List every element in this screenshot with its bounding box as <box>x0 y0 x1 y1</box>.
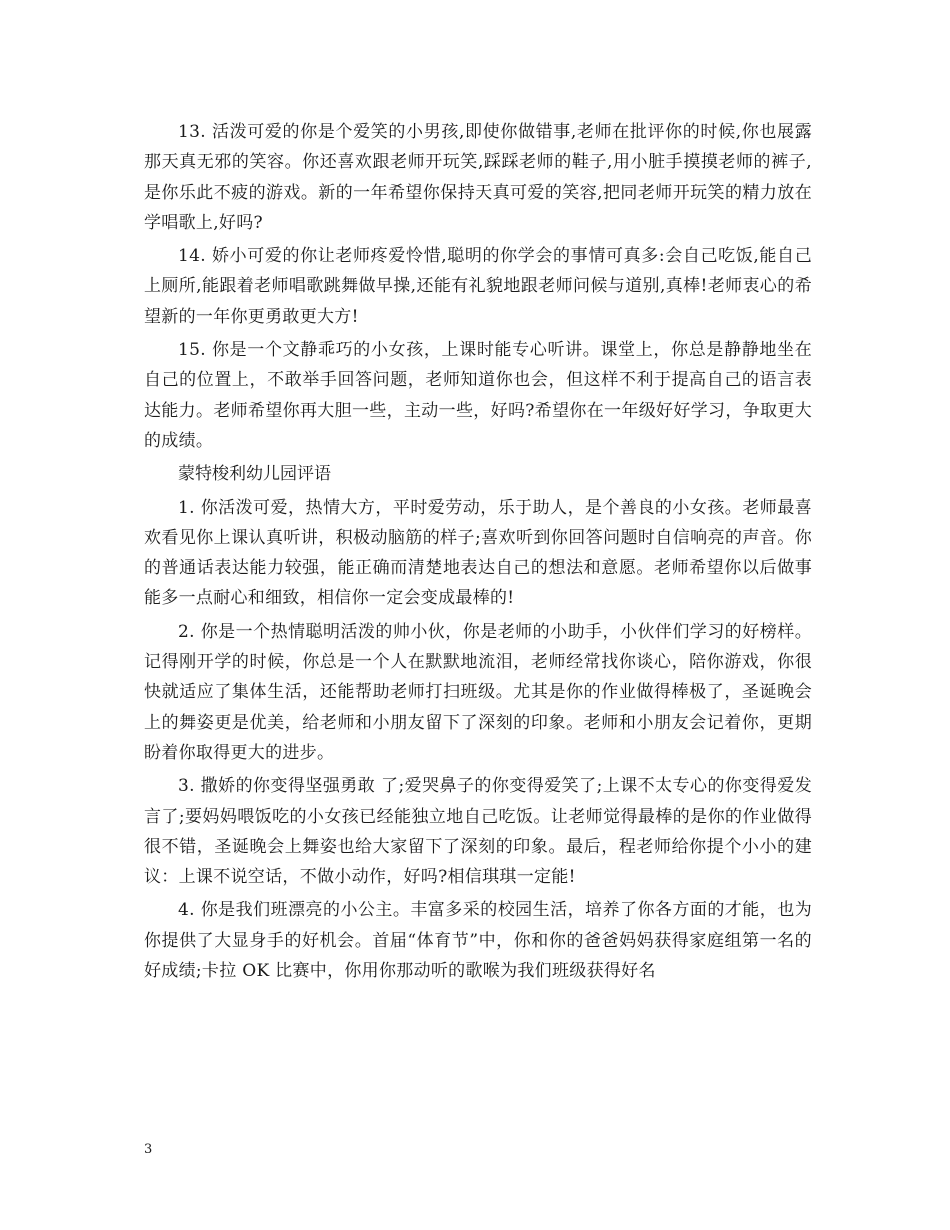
section-paragraph-1: 1. 你活泼可爱，热情大方，平时爱劳动，乐于助人，是个善良的小女孩。老师最喜欢看见你上课认真听讲，积极动脑筋的样子;喜欢听到你回答问题时自信响亮的声音。你的普通话表达能力较强，能正确而清楚地表达自己的想法和意愿。老师希望你以后做事能多一点耐心和细致，相信你一定会变成最棒的! <box>144 497 812 609</box>
comment-paragraph-15: 15. 你是一个文静乖巧的小女孩，上课时能专心听讲。课堂上，你总是静静地坐在自己的位置上，不敢举手回答问题，老师知道你也会，但这样不利于提高自己的语言表达能力。老师希望你再大胆一些，主动一些，好吗?希望你在一年级好好学习，争取更大的成绩。 <box>144 340 812 451</box>
comment-paragraph-13: 13. 活泼可爱的你是个爱笑的小男孩,即使你做错事,老师在批评你的时候,你也展露那天真无邪的笑容。你还喜欢跟老师开玩笑,踩踩老师的鞋子,用小脏手摸摸老师的裤子,是你乐此不疲的游戏。新的一年希望你保持天真可爱的笑容,把同老师开玩笑的精力放在学唱歌上,好吗? <box>144 122 812 233</box>
document-body <box>144 117 812 989</box>
section-paragraph-3: 3. 撒娇的你变得坚强勇敢 了;爱哭鼻子的你变得爱笑了;上课不太专心的你变得爱发言了;要妈妈喂饭吃的小女孩已经能独立地自己吃饭。让老师觉得最棒的是你的作业做得很不错，圣诞晚会上舞姿也给大家留下了深刻的印象。最后，程老师给你提个小小的建议：上课不说空话，不做小动作，好吗?相信琪琪一定能! <box>144 776 812 888</box>
section-paragraph-2: 2. 你是一个热情聪明活泼的帅小伙，你是老师的小助手，小伙伴们学习的好榜样。记得刚开学的时候，你总是一个人在默默地流泪，老师经常找你谈心，陪你游戏，你很快就适应了集体生活，还能帮助老师打扫班级。尤其是你的作业做得棒极了，圣诞晚会上的舞姿更是优美，给老师和小朋友留下了深刻的印象。老师和小朋友会记着你，更期盼着你取得更大的进步。 <box>144 621 812 763</box>
page-number: 3 <box>144 1142 153 1157</box>
section-paragraph-4: 4. 你是我们班漂亮的小公主。丰富多采的校园生活，培养了你各方面的才能，也为你提供了大显身手的好机会。首届“体育节”中，你和你的爸爸妈妈获得家庭组第一名的好成绩;卡拉 OK 比赛中，你用你那动听的歌喉为我们班级获得好名 <box>144 900 812 982</box>
comment-paragraph-14: 14. 娇小可爱的你让老师疼爱怜惜,聪明的你学会的事情可真多:会自己吃饭,能自己上厕所,能跟着老师唱歌跳舞做早操,还能有礼貌地跟老师问候与道别,真棒!老师衷心的希望新的一年你更勇敢更大方! <box>144 246 812 327</box>
section-title: 蒙特梭利幼儿园评语 <box>178 464 331 485</box>
